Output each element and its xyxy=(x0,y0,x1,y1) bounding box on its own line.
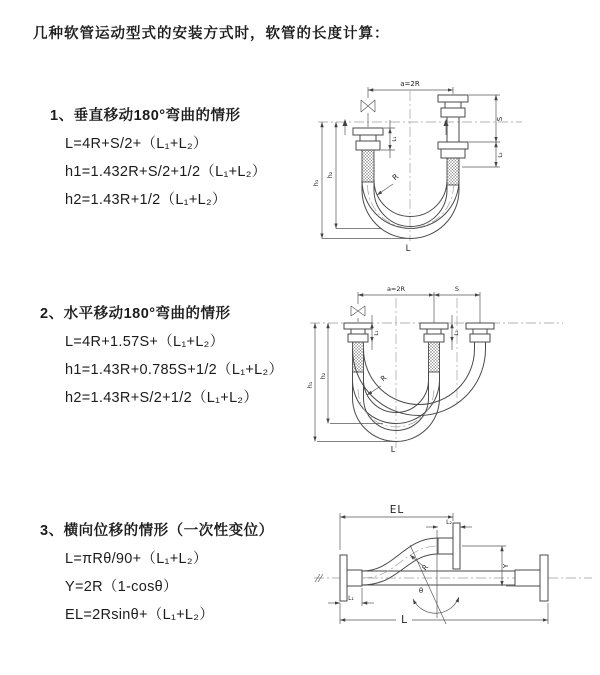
dim-label-l2: L₂ xyxy=(454,330,460,336)
dim-label-s: S xyxy=(454,285,460,293)
movement-arrow xyxy=(444,119,449,126)
flange-fitting-left xyxy=(353,128,383,150)
diagram-horizontal-180-bend xyxy=(305,280,570,455)
dim-label-h2: h₂ xyxy=(319,372,327,380)
hose-braid-middle xyxy=(429,342,440,372)
dim-label-el: EL xyxy=(389,504,405,516)
flange-fitting-middle xyxy=(420,323,448,342)
section-3-formulas xyxy=(65,550,274,624)
valve-icon xyxy=(361,100,375,112)
dim-label-r: R xyxy=(379,373,389,384)
dim-label-l1: L₁ xyxy=(348,595,354,602)
dim-label-l2: L₂ xyxy=(446,519,452,526)
flange-upper-displaced xyxy=(438,523,460,569)
formula-line: Y=2R（1-cosθ） xyxy=(65,579,178,595)
formula-line: h1=1.432R+S/2+1/2（L₁+L₂） xyxy=(65,164,267,180)
hose-braid-right xyxy=(447,158,459,185)
movement-arrow xyxy=(343,119,348,126)
dim-label-l1: L₁ xyxy=(374,330,380,336)
formula-line: h2=1.43R+1/2（L₁+L₂） xyxy=(65,192,227,208)
diagram-lateral-displacement xyxy=(300,500,595,645)
section-horizontal-bend xyxy=(40,302,283,417)
hose-braid-left xyxy=(353,342,364,372)
dim-label-a2r: a=2R xyxy=(386,285,406,293)
dim-label-l: L xyxy=(390,445,396,454)
page-title: 几种软管运动型式的安装方式时，软管的长度计算： xyxy=(33,26,390,42)
dim-label-theta: θ xyxy=(418,587,424,595)
formula-line: L=4R+1.57S+（L₁+L₂） xyxy=(65,334,225,350)
flange-fitting-left xyxy=(344,323,372,342)
dim-label-h1: h₁ xyxy=(312,179,320,187)
valve-icon xyxy=(351,306,365,316)
hose-straight xyxy=(362,571,515,585)
section-vertical-bend xyxy=(50,104,267,219)
section-3-heading: 3、横向位移的情形（一次性变位） xyxy=(40,523,274,539)
dim-label-h1: h₁ xyxy=(306,381,314,389)
dim-label-l: L xyxy=(401,614,407,626)
flange-right xyxy=(515,555,548,601)
formula-line: h1=1.43R+0.785S+1/2（L₁+L₂） xyxy=(65,362,284,378)
dim-label-l1: L₁ xyxy=(392,136,398,142)
dim-label-a2r: a=2R xyxy=(400,80,420,88)
formula-line: h2=1.43R+S/2+1/2（L₁+L₂） xyxy=(65,390,259,406)
flange-fitting-right-lower xyxy=(438,142,468,158)
section-2-heading: 2、水平移动180°弯曲的情形 xyxy=(40,306,231,322)
formula-line: L=πRθ/90+（L₁+L₂） xyxy=(65,551,208,567)
section-2-formulas xyxy=(65,333,283,407)
formula-line: L=4R+S/2+（L₁+L₂） xyxy=(65,136,208,152)
dim-label-r: R xyxy=(420,563,431,573)
dim-label-y: Y xyxy=(502,563,510,569)
dim-label-h2: h₂ xyxy=(326,171,334,179)
flange-fitting-right xyxy=(466,323,494,342)
diagram-vertical-180-bend xyxy=(310,75,560,260)
hose-braid-left xyxy=(362,150,374,182)
flange-fitting-right-upper xyxy=(438,95,468,117)
dim-label-s: S xyxy=(496,116,504,122)
section-lateral-displacement xyxy=(40,519,274,634)
section-1-formulas xyxy=(65,135,267,209)
dim-label-l2: L₂ xyxy=(498,152,504,158)
hose-u-arcs xyxy=(362,180,459,238)
section-1-heading: 1、垂直移动180°弯曲的情形 xyxy=(50,108,241,124)
dim-label-r: R xyxy=(390,171,401,183)
formula-line: EL=2Rsinθ+（L₁+L₂） xyxy=(65,607,215,623)
dim-label-l: L xyxy=(405,244,411,254)
